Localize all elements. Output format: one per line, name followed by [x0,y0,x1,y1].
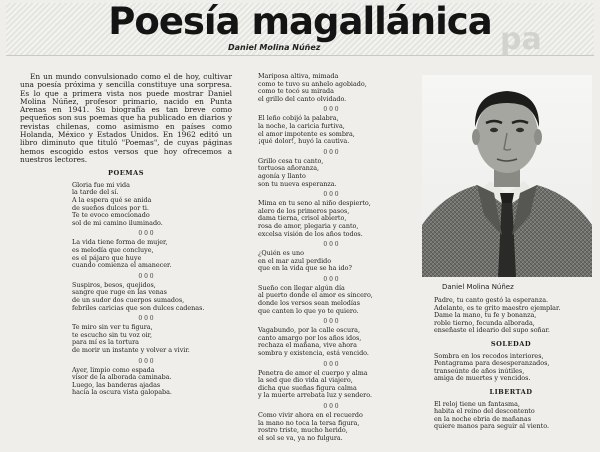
poem-line: Adelante, es te grito maestro ejemplar. [434,303,561,312]
poem-stanza [258,285,406,315]
libertad-stanza [434,401,590,431]
poem-line: cuando comienza el amanecer. [72,261,172,270]
col2-poems [256,73,406,442]
poem-line: agonía y llanto [258,171,306,180]
poem-line: la sed que dio vida al viajero, [258,376,353,385]
poem-line: la tarde del sí. [72,188,119,197]
poem-line: es el pájaro que huye [72,253,142,262]
author-photo [422,75,592,277]
photo-caption: Daniel Molina Núñez [442,283,514,291]
poem-line: rosa de amor, plegaria y canto, [258,221,359,230]
poem-line: la mano no toca la tersa figura, [258,418,360,427]
intro-paragraph: En un mundo convulsionado como el de hoy, cultivar una poesía próxima y sencilla constituye una sorpresa. Es lo que a primera vista nos puede mostrar Daniel Molina Núñez, profesor primario, nacido en Punta Arenas en 1941. Su biografía es tan breve como pequeños son sus poemas que ha publicado en diarios y revistas chilenas, como asimismo en países como Holanda, México y Estados Unidos. En 1962 editó un libro diminuto que tituló "Poemas", de cuyas páginas hemos escogido estos versos que hoy ofrecemos a nuestros lectores. [20,72,232,164]
stanza-separator: 0 0 0 [323,318,339,326]
column-2 [256,73,406,444]
poem-stanza [258,115,406,145]
poem-line: Vagabundo, por la calle oscura, [258,326,360,335]
poem-line: Penetra de amor el cuerpo y alma [258,368,368,377]
poem-line: quiere manos para seguir al viento. [434,422,550,431]
poem-line: visor de la alborada caminaba. [72,373,172,382]
poem-line: Sueño con llegar algún día [258,283,345,292]
stanza-separator: 0 0 0 [323,360,339,368]
poem-line: Ayer, limpio como espada [72,365,155,374]
poem-line: Pentagrama para desesperanzados, [434,359,550,368]
poem-line: roble tierno, fecunda alborada, [434,318,535,327]
poem-line: Mima en tu seno al niño despierto, [258,199,371,208]
poem-line: Como vivir ahora en el recuerdo [258,411,363,419]
poem-line: Te miro sin ver tu figura, [72,323,153,332]
poem-stanza [72,239,232,269]
poem-line: habita el reino del descontento [434,407,535,416]
poem-line: sombra y existencia, está vencido. [258,349,369,358]
stanza-separator: 0 0 0 [323,403,339,410]
stanza-separator: 0 0 0 [323,241,339,249]
poem-line: el amor impotente es sombra, [258,129,355,138]
poem-line: Padre, tu canto gestó la esperanza. [434,296,549,304]
poem-line: Te te evoco emocionado [72,211,150,220]
poem-line: de morir un instante y volver a vivir. [72,345,190,354]
poem-line: que canten lo que yo te quiero. [258,306,359,315]
poem-line: el sol se va, ya no fulgura. [258,433,343,442]
poems-heading: POEMAS [108,169,144,178]
soledad-heading: SOLEDAD [490,339,532,348]
poem-line: sol de mi camino iluminado. [72,218,163,227]
stanza-separator: 0 0 0 [323,191,339,199]
poem-stanza [72,182,232,228]
poem-line: Grillo cesa tu canto, [258,156,324,165]
poem-line: para mí es la tortura [72,338,139,347]
poem-line: dicha que sueñas figura calma [258,383,357,392]
background-ghost-text: pa [500,22,542,57]
poem-line: Dame la mano, tu fe y bonanza, [434,311,537,320]
poem-stanza [258,200,406,238]
poem-line: te escucho sin tu voz oir, [72,330,153,339]
poem-line: ¡qué dolor!, huyó la cautiva. [258,137,350,146]
stanza-separator: 0 0 0 [323,106,339,114]
stanza-separator: 0 0 0 [323,148,339,156]
stanza-separator: 0 0 0 [323,275,339,283]
poem-line: Luego, las banderas ajadas [72,380,161,389]
soledad-stanza [434,353,590,383]
poem-line: hacia la oscura vista galopaba. [72,388,172,397]
poem-line: rostro triste, mucho herido, [258,426,348,435]
poem-line: Mariposa altiva, mimada [258,72,339,80]
poem-line: enseñaste el ideario del supo soñar. [434,326,550,335]
poem-line: Gloria fue mi vida [72,180,130,189]
poem-line: rechaza el mañana, vive ahora [258,341,357,350]
libertad-heading: LIBERTAD [489,387,533,396]
poem-line: en el mar azul perdido [258,256,332,265]
col3-poems [432,297,590,335]
poem-line: es melodía que concluye, [72,246,154,255]
poem-line: en la noche ebria de mañanas [434,414,532,423]
poem-stanza [72,324,232,354]
column-3 [432,297,590,433]
poem-line: Suspiros, besos, quejidos, [72,280,156,289]
poem-line: La vida tiene forma de mujer, [72,238,168,247]
poem-line: amiga de muertes y vencidos. [434,374,531,383]
poem-line: la noche, la caricia furtiva, [258,121,345,130]
poem-line: donde los versos sean melodías [258,299,361,308]
poem-line: de un sudor dos cuerpos sumados, [72,295,185,304]
poem-line: que en la vida que se ha ido? [258,264,352,273]
poem-line: canto amargo por los años idos, [258,333,362,342]
poem-line: sangre que ruge en las venas [72,288,167,297]
poem-line: son tu nueva esperanza. [258,179,337,188]
column-1 [20,73,232,399]
stanza-separator: 0 0 0 [138,315,154,323]
stanza-separator: 0 0 0 [138,272,154,280]
poem-line: El reloj tiene un fantasma, [434,399,520,408]
poem-stanza [258,73,406,103]
stanza-separator: 0 0 0 [138,357,154,365]
poem-line: transeúnte de años inútiles, [434,366,525,375]
poem-line: El leño cobijó la palabra, [258,114,339,123]
poem-line: dama tierna, crisol abierto, [258,214,347,223]
poem-line: tortuosa añoranza, [258,164,320,173]
poem-stanza [434,297,590,335]
poem-line: al puerto donde el amor es sincero, [258,291,373,300]
poem-stanza [258,412,406,442]
poem-line: como te tocó su mirada [258,87,334,96]
poem-stanza [258,250,406,273]
poem-line: excelsa visión de los años todos. [258,229,363,238]
poem-line: Sombra en los recodos interiores, [434,351,544,360]
col1-poems [20,182,232,397]
author-byline: Daniel Molina Núñez [228,43,321,52]
poem-stanza [258,327,406,357]
page-title: Poesía magallánica [108,0,492,43]
poem-line: ¿Quién es uno [258,249,304,258]
poem-line: el grillo del canto olvidado. [258,94,347,103]
stanza-separator: 0 0 0 [138,230,154,238]
poem-stanza [258,158,406,188]
poem-line: de sueños dulces por ti. [72,203,149,212]
portrait-image [422,75,592,277]
poem-line: como te tuvo su anhelo agobiado, [258,79,367,88]
poem-line: febriles caricias que son dulces cadenas. [72,303,205,312]
poem-stanza [258,370,406,400]
poem-line: A la espera qué se anida [72,196,152,205]
poem-stanza [72,282,232,312]
poem-line: alero de los primeros pasos, [258,206,350,215]
poem-line: y la muerte arrebata luz y sendero. [258,391,373,400]
poem-stanza [72,367,232,397]
